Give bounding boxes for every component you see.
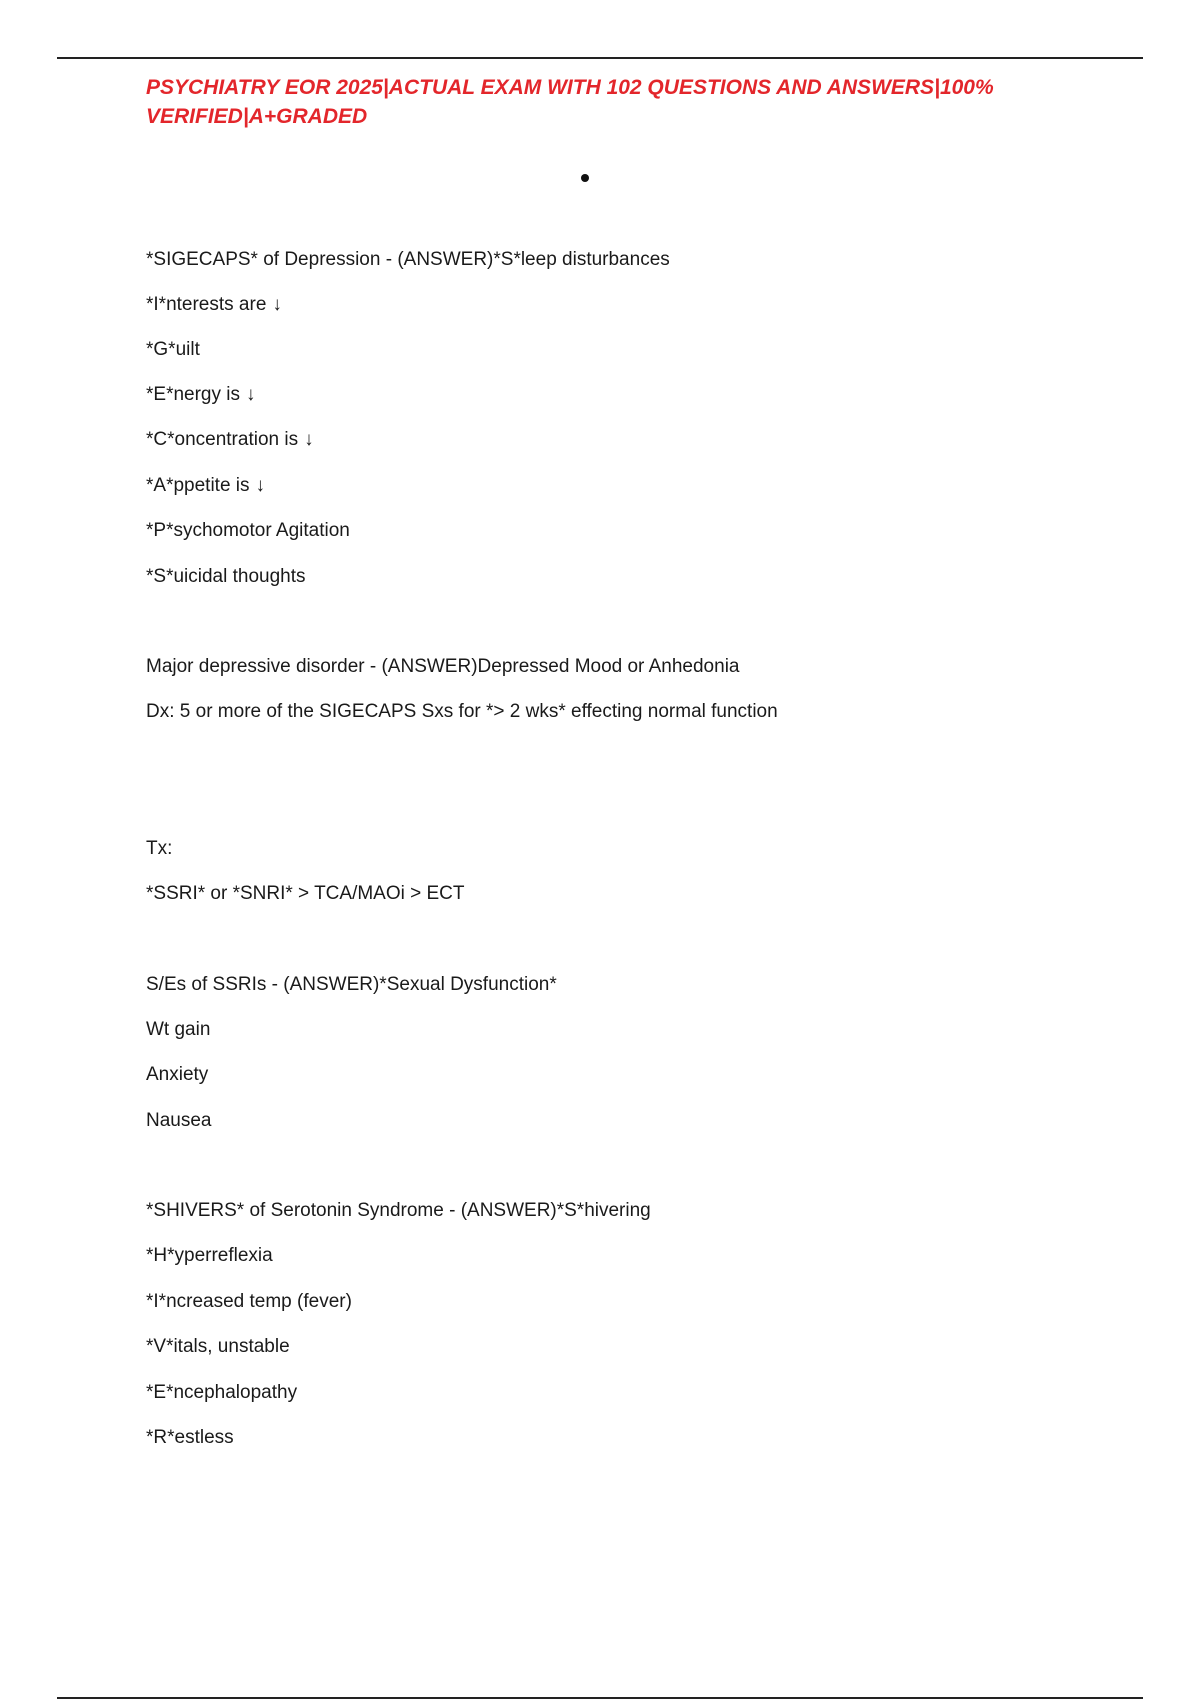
bottom-rule [57, 1697, 1143, 1699]
document-title: PSYCHIATRY EOR 2025|ACTUAL EXAM WITH 102 QUESTIONS AND ANSWERS|100% VERIFIED|A+GRADED [146, 76, 994, 128]
sigecaps-item-concentration: *C*oncentration is ↓ [146, 429, 314, 450]
arrow-down-icon: ↓ [246, 384, 256, 405]
ssri-question: S/Es of SSRIs - (ANSWER)*Sexual Dysfunction* [146, 974, 557, 995]
shivers-question: *SHIVERS* of Serotonin Syndrome - (ANSWER)*S*hivering [146, 1200, 651, 1221]
top-rule [57, 57, 1143, 59]
arrow-down-icon: ↓ [304, 429, 314, 450]
arrow-down-icon: ↓ [272, 294, 282, 315]
shivers-item-restless: *R*estless [146, 1427, 234, 1448]
sigecaps-item-interests: *I*nterests are ↓ [146, 294, 282, 315]
arrow-down-icon: ↓ [255, 475, 266, 496]
sigecaps-item-appetite: *A*ppetite is ↓ [146, 475, 266, 496]
shivers-item-encephalopathy: *E*ncephalopathy [146, 1382, 298, 1403]
sigecaps-item-energy: *E*nergy is ↓ [146, 384, 256, 405]
sigecaps-item-suicidal: *S*uicidal thoughts [146, 566, 306, 587]
ssri-item-wt-gain: Wt gain [146, 1019, 211, 1040]
bullet-dot [581, 174, 589, 182]
sigecaps-question: *SIGECAPS* of Depression - (ANSWER)*S*leep disturbances [146, 249, 670, 270]
ssri-item-anxiety: Anxiety [146, 1064, 209, 1085]
shivers-item-temp: *I*ncreased temp (fever) [146, 1291, 352, 1312]
mdd-question: Major depressive disorder - (ANSWER)Depressed Mood or Anhedonia [146, 656, 740, 677]
ssri-item-nausea: Nausea [146, 1110, 212, 1131]
shivers-item-hyperreflexia: *H*yperreflexia [146, 1245, 273, 1266]
mdd-diagnosis: Dx: 5 or more of the SIGECAPS Sxs for *> 2 wks* effecting normal function [146, 701, 778, 722]
shivers-item-vitals: *V*itals, unstable [146, 1336, 290, 1357]
mdd-treatment-label: Tx: [146, 838, 173, 859]
sigecaps-item-psychomotor: *P*sychomotor Agitation [146, 520, 350, 541]
mdd-treatment: *SSRI* or *SNRI* > TCA/MAOi > ECT [146, 883, 465, 904]
sigecaps-item-guilt: *G*uilt [146, 339, 200, 360]
